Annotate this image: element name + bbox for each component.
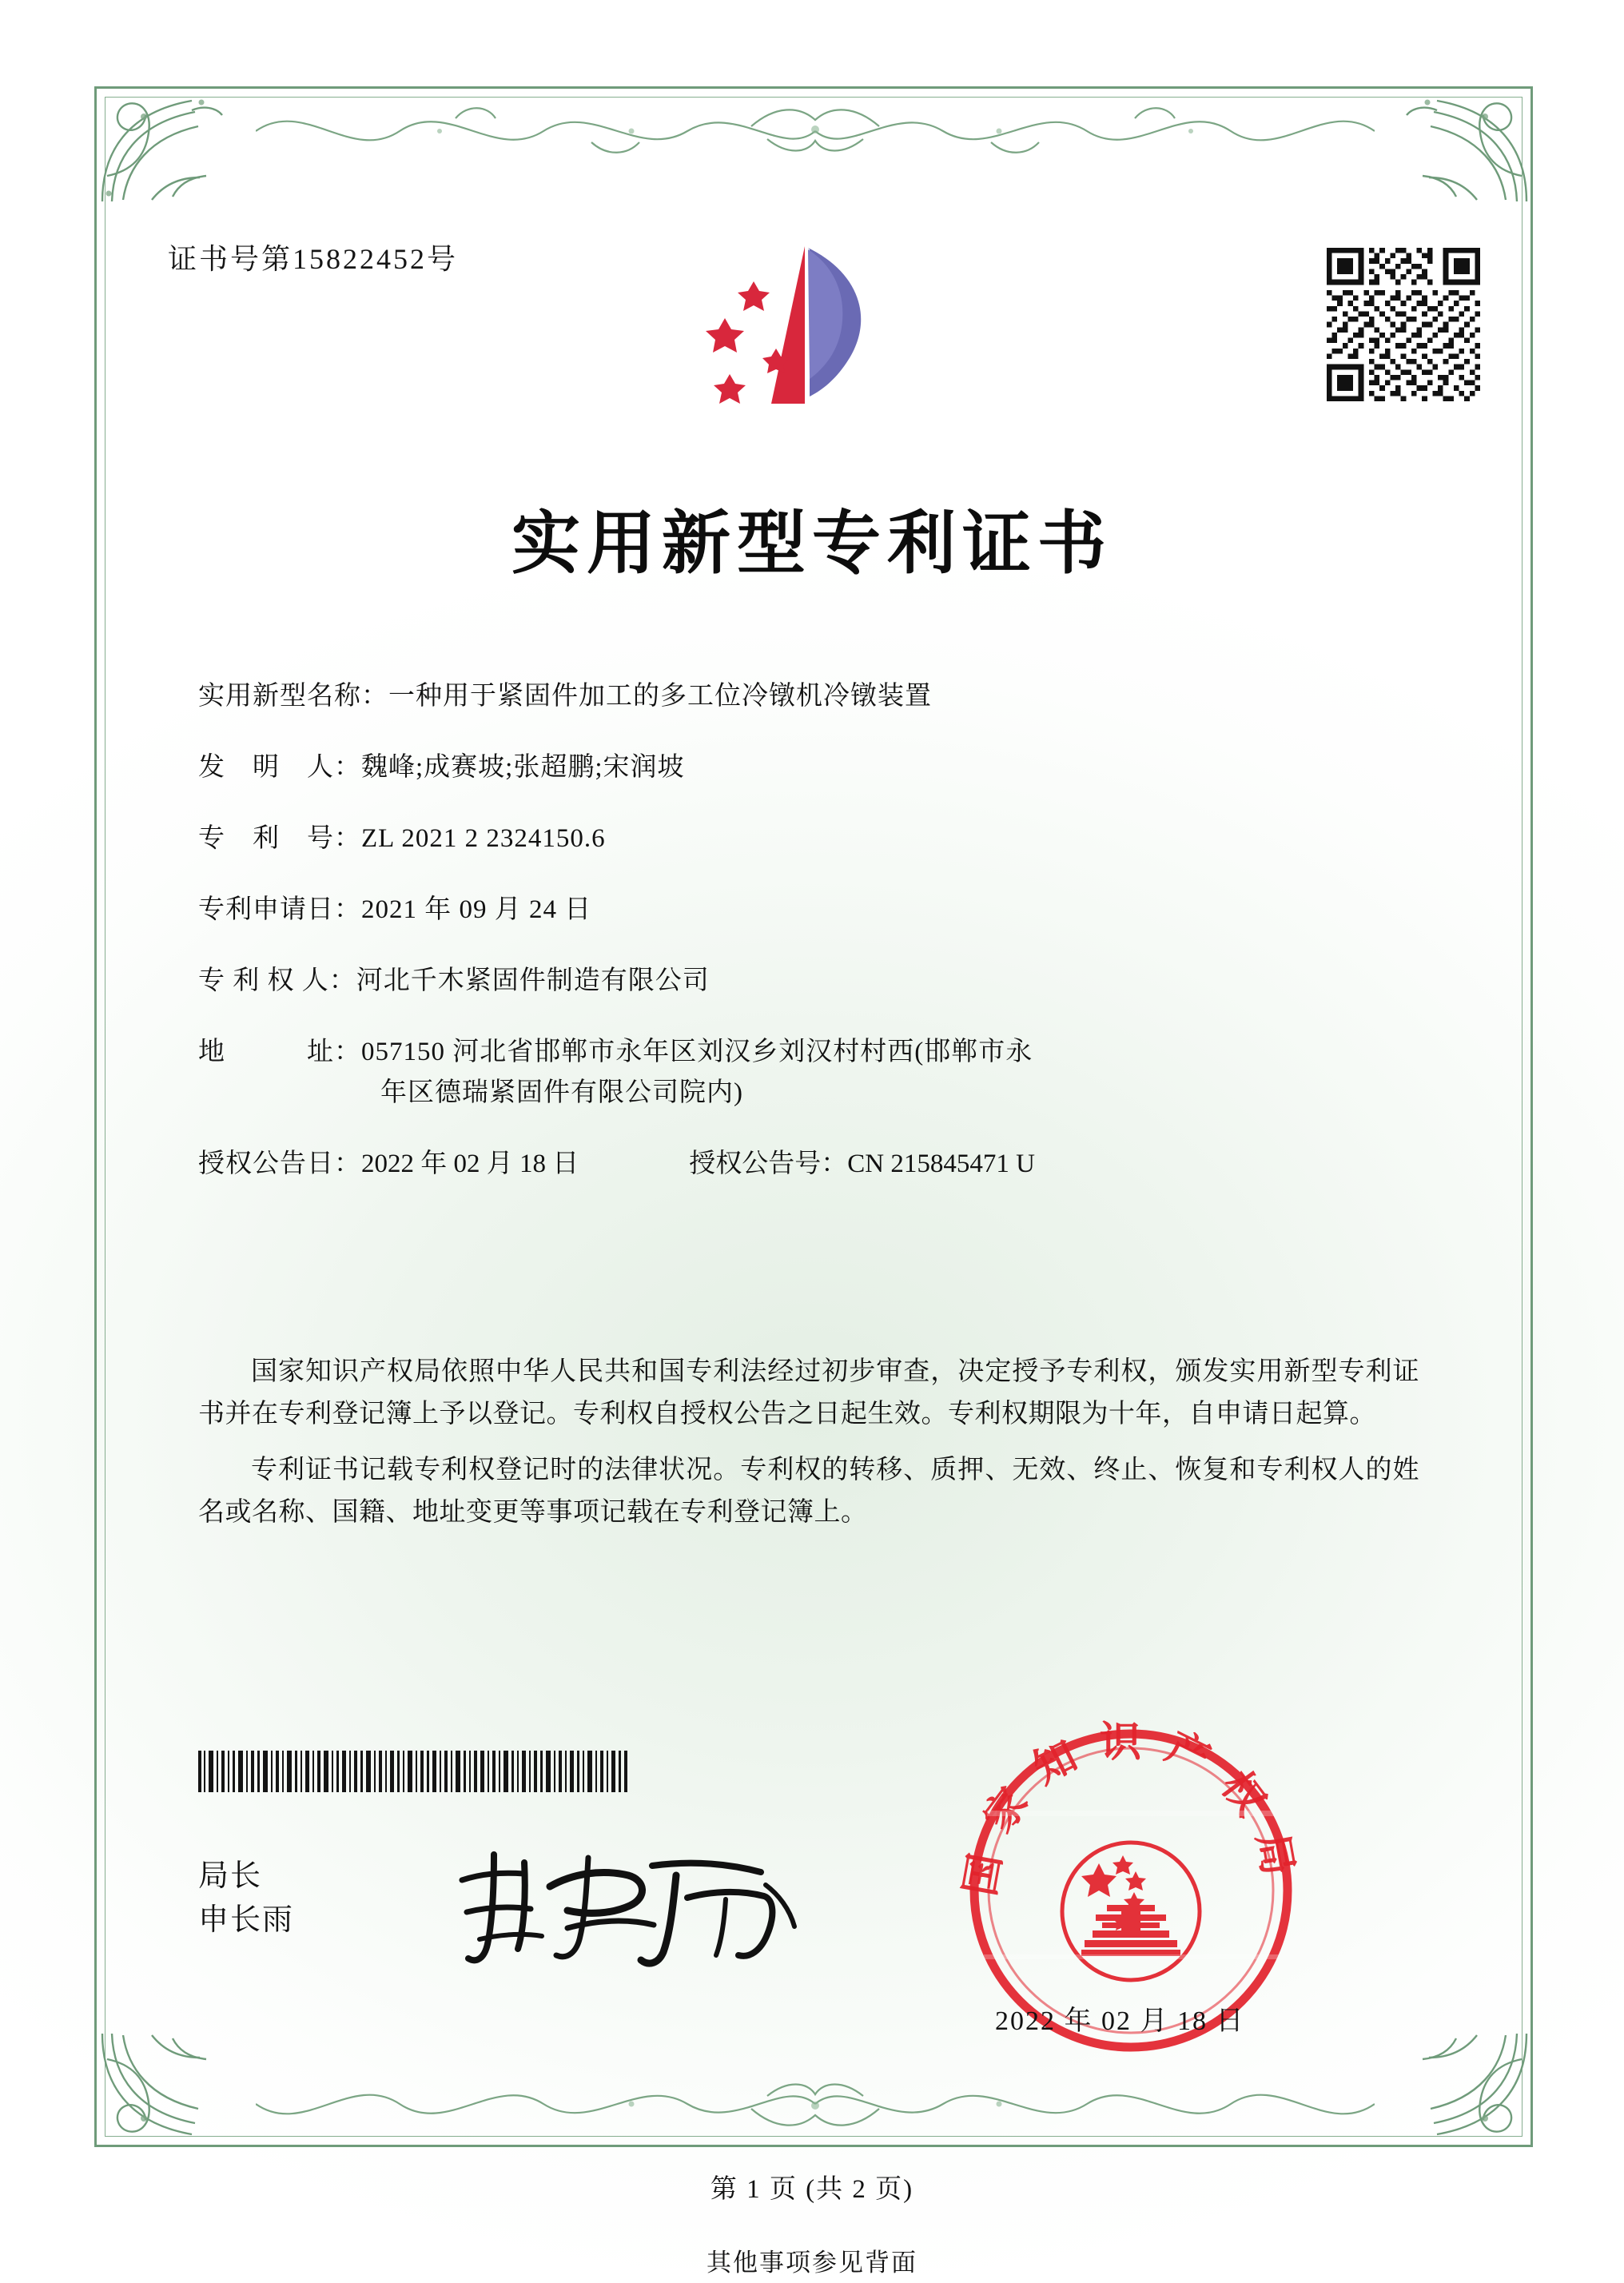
field-value-application-date: 2021 年 09 月 24 日 bbox=[361, 895, 592, 924]
back-side-note: 其他事项参见背面 bbox=[707, 2249, 917, 2277]
page-title: 实用新型专利证书 bbox=[511, 503, 1113, 584]
field-label-grant-date: 授权公告日： bbox=[198, 1149, 361, 1178]
field-value-name: 一种用于紧固件加工的多工位冷镦机冷镦装置 bbox=[388, 682, 932, 711]
field-value-grant-number: CN 215845471 U bbox=[847, 1149, 1035, 1178]
bottom-scroll-ornament bbox=[256, 2066, 1375, 2146]
field-label-patent-number: 专 利 号： bbox=[198, 824, 361, 853]
field-row-patentee bbox=[198, 968, 1413, 994]
legal-paragraph-2: 专利证书记载专利权登记时的法律状况。专利权的转移、质押、无效、终止、恢复和专利权人的姓名或名称、国籍、地址变更等事项记载在专利登记簿上。 bbox=[198, 1455, 1419, 1528]
field-value-address bbox=[361, 1039, 1413, 1106]
qr-code-icon bbox=[1327, 248, 1480, 401]
handwritten-signature-icon bbox=[448, 1839, 823, 1974]
signature-block bbox=[198, 1855, 294, 1942]
page-number: 第 1 页 (共 2 页) bbox=[710, 2175, 914, 2204]
barcode-icon bbox=[198, 1751, 630, 1792]
field-label-address: 地 址： bbox=[198, 1038, 361, 1066]
legal-paragraph-1: 国家知识产权局依照中华人民共和国专利法经过初步审查，决定授予专利权，颁发实用新型专利证书并在专利登记簿上予以登记。专利权自授权公告之日起生效。专利权期限为十年，自申请日起算。 bbox=[198, 1357, 1419, 1429]
field-row-name bbox=[198, 683, 1413, 710]
field-label-name: 实用新型名称： bbox=[198, 682, 388, 711]
field-value-inventors: 魏峰;成赛坡;张超鹏;宋润坡 bbox=[361, 753, 685, 782]
field-list bbox=[198, 683, 1413, 1222]
field-row-patent-number bbox=[198, 826, 1413, 852]
field-value-patentee: 河北千木紧固件制造有限公司 bbox=[356, 966, 710, 995]
field-value-address-line1: 057150 河北省邯郸市永年区刘汉乡刘汉村村西(邯郸市永 bbox=[361, 1038, 1033, 1066]
field-value-patent-number: ZL 2021 2 2324150.6 bbox=[361, 824, 606, 853]
field-value-address-line2: 年区德瑞紧固件有限公司院内) bbox=[380, 1078, 743, 1107]
field-label-patentee: 专 利 权 人： bbox=[198, 966, 356, 995]
certificate-number: 证书号第15822452号 bbox=[168, 243, 459, 275]
field-row-address bbox=[198, 1039, 1413, 1106]
seal-date: 2022 年 02 月 18 日 bbox=[995, 2006, 1245, 2036]
top-scroll-ornament bbox=[256, 90, 1375, 169]
field-label-inventors: 发 明 人： bbox=[198, 753, 361, 782]
field-label-application-date: 专利申请日： bbox=[198, 895, 361, 924]
signature-role: 局长 bbox=[198, 1859, 263, 1893]
cnipa-logo-icon bbox=[675, 232, 915, 424]
svg-text:国家知识产权局: 国家知识产权局 bbox=[955, 1718, 1307, 1900]
field-row-grant bbox=[198, 1151, 1413, 1177]
field-label-grant-number: 授权公告号： bbox=[689, 1149, 848, 1178]
field-row-application-date bbox=[198, 897, 1413, 923]
field-row-inventors bbox=[198, 755, 1413, 781]
legal-text bbox=[198, 1351, 1419, 1548]
field-value-grant-date: 2022 年 02 月 18 日 bbox=[361, 1149, 579, 1178]
signature-name: 申长雨 bbox=[198, 1903, 295, 1938]
